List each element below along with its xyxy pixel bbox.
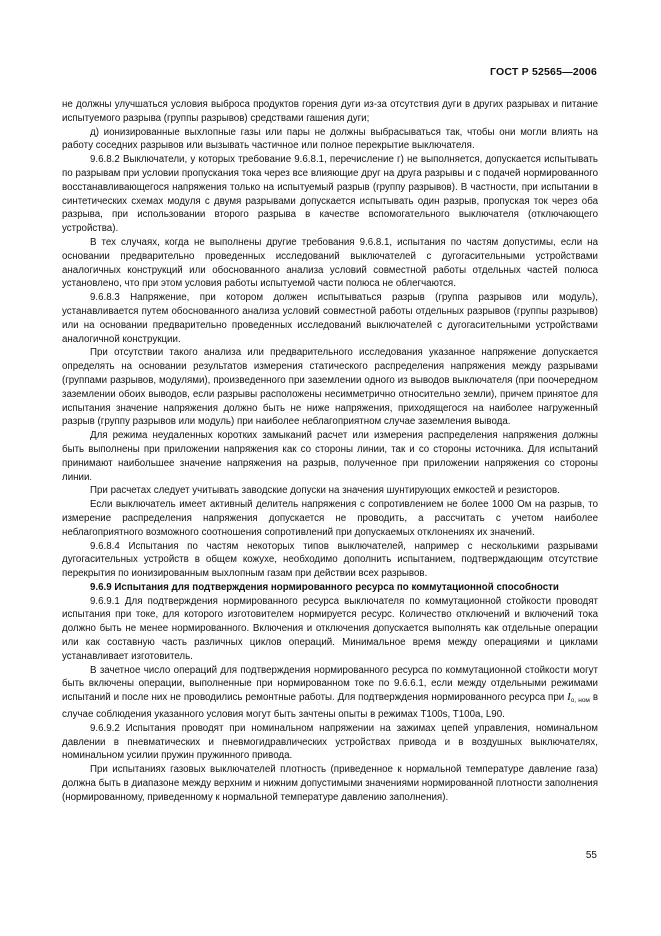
paragraph-9-6-9-2: 9.6.9.2 Испытания проводят при номинальном напряжении на зажимах цепей управления, номинальном давлении в пневматических и пневмогидравлических устройствах привода и в воздушных выключателях, номинальном усилии пружин пружинного привода. [62,722,598,762]
rated-current-subscript: о, ном [570,697,590,705]
section-heading-9-6-9: 9.6.9 Испытания для подтверждения нормированного ресурса по коммутационной способности [90,581,559,593]
paragraph-item-d: д) ионизированные выхлопные газы или пары не должны выбрасываться так, чтобы они могли влиять на работу соседних разрывов или вызывать частичное или полное перекрытие выключателя. [62,126,598,152]
paragraph-9-6-8-2: 9.6.8.2 Выключатели, у которых требование 9.6.8.1, перечисление г) не выполняется, допускается испытывать по разрывам при условии пропускания тока через все влияющие друг на друга разрывы и с подачей нормированного восстанавливающегося напряжения только на испытуемый разрыв (группу разрывов). В частности, при испытании в синтетических схемах модуля с двумя разрывами допускается испытывать один разрыв, пропуская ток через оба разрыва, при использовании второго разрыва в качестве вспомогательного выключателя (отключающего устройства). [62,154,598,235]
standard-number-header: ГОСТ Р 52565—2006 [489,66,597,78]
paragraph-9-6-8-4: 9.6.8.4 Испытания по частям некоторых типов выключателей, например с несколькими разрывами дугогасительных устройств в общем кожухе, необходимо дополнить испытанием, подтверждающим отсутствие перекрытия по ионизированным выхлопным газам при действии всех разрывов. [62,540,598,580]
paragraph-counted-operations-tail: в случае соблюдения указанного условия могут быть зачтены опыты в режимах T100s, T100a, L90. [62,692,598,721]
paragraph-counted-operations [62,664,598,722]
paragraph-counted-operations-text: В зачетное число операций для подтверждения нормированного ресурса по коммутационной стойкости могут быть включены операции, выполненные при нормированном токе по 9.6.6.1, если между отдельными режимами испытаний и после них не проводились ремонтные работы. Для подтверждения нормированного ресурса при [62,664,598,704]
rated-current-symbol: I [567,691,571,704]
paragraph-continuation: не должны улучшаться условия выброса продуктов горения дуги из-за отсутствия дуги в других разрывах и питание испытуемого разрыва (группы разрывов) средствами гашения дуги; [62,99,598,124]
paragraph-short-line-fault: Для режима неудаленных коротких замыканий расчет или измерения распределения напряжения должны быть выполнены при приложении напряжения как со стороны линии, так и со стороны источника. Для испытаний принимают наибольшее значение напряжения на разрыв, полученное при приложении напряжения со стороны линии. [62,430,598,483]
paragraph-partial-tests: В тех случаях, когда не выполнены другие требования 9.6.8.1, испытания по частям допустимы, если на основании предварительно проведенных исследований выключателей с дугогасительными устройствами аналогичных конструкций или обоснованного анализа условий совместной работы отдельных частей полюса установлено, что при этом условия работы испытуемой части полюса не облегчаются. [62,236,598,290]
paragraph-9-6-8-3: 9.6.8.3 Напряжение, при котором должен испытываться разрыв (группа разрывов или модуль), устанавливается путем обоснованного анализа условий совместной работы отдельных разрывов (группы разрывов) или на основании предварительно проведенных исследований выключателей с дугогасительными устройствами аналогичной конструкции. [62,292,598,345]
paragraph-9-6-9-1: 9.6.9.1 Для подтверждения нормированного ресурса выключателя по коммутационной стойкости проводят испытания при токе, для которого изготовителем нормируется ресурс. Количество отключений и включений тока должно быть не менее нормированного. Включения и отключения допускается выполнять как отдельные операции или как составную часть различных циклов операций. Минимальное время между операциями и циклами устанавливает изготовитель. [62,595,598,662]
paragraph-voltage-divider: Если выключатель имеет активный делитель напряжения с сопротивлением не более 1000 Ом на разрыв, то измерение распределения напряжения допускается не проводить, а рассчитать с учетом наиболее неблагоприятного возможного соотношения сопротивлений при допускаемых отклонениях их значений. [62,499,598,538]
paragraph-gas-density: При испытаниях газовых выключателей плотность (приведенное к нормальной температуре давление газа) должна быть в диапазоне между верхним и нижним допустимыми значениями нормированной плотности заполнения (нормированному, приведенному к нормальной температуре давлению заполнения). [62,764,598,803]
page-number: 55 [585,850,597,861]
paragraph-voltage-distribution: При отсутствии такого анализа или предварительного исследования указанное напряжение допускается определять на основании результатов измерения статического распределения напряжения между разрывами (группами разрывов, модулями), произведенного при заземлении одного из выводов выключателя (при поочередном заземлении обоих выводов, если разрывы расположены несимметрично относительно земли), причем принятое для испытания значение напряжения должно быть не ниже напряжения, приходящегося на наиболее нагруженный разрыв (группу разрывов или модуль) при наиболее неблагоприятном случае заземления вывода. [62,347,598,428]
paragraph-tolerances: При расчетах следует учитывать заводские допуски на значения шунтирующих емкостей и резисторов. [90,485,560,497]
document-body [62,98,598,805]
